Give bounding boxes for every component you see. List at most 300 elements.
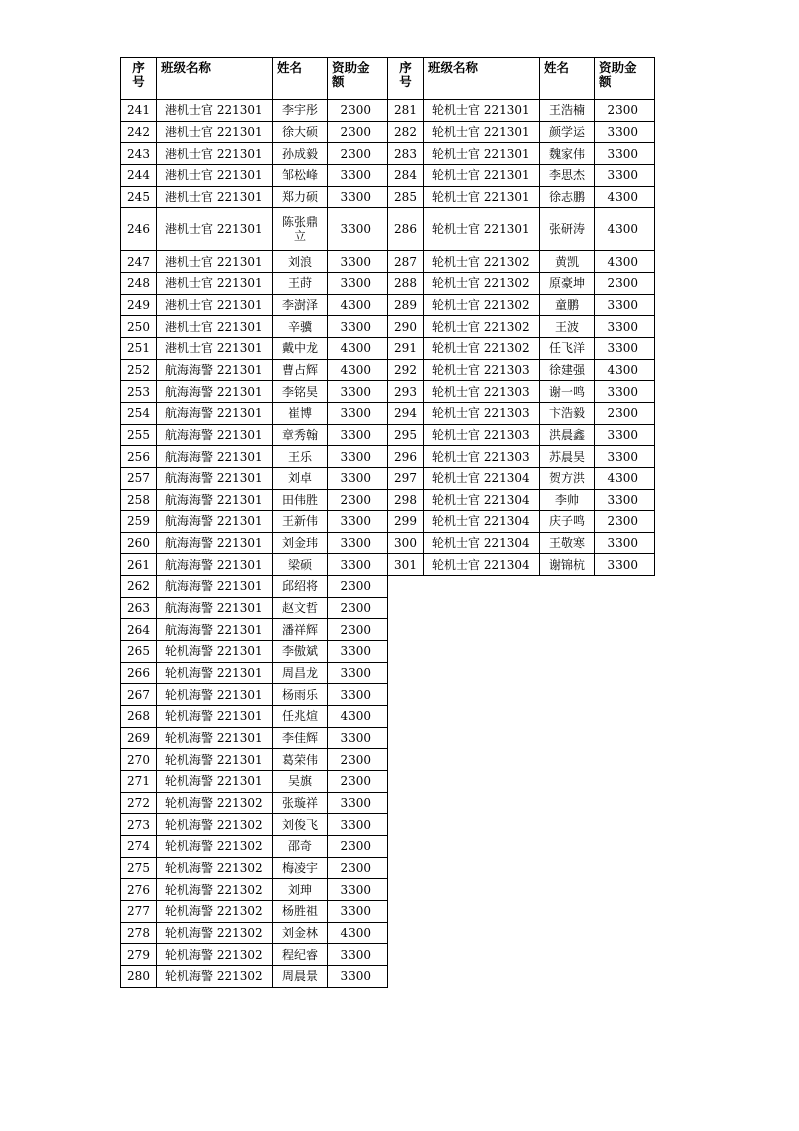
class-name-cell: 港机士官 221301 [157,143,273,165]
table-row [121,272,388,294]
header-seq: 序 号 [388,58,424,100]
student-name-cell: 刘金玮 [273,532,328,554]
student-name-cell: 刘卓 [273,467,328,489]
table-row [121,836,388,858]
table-row [388,316,655,338]
aid-amount-cell: 4300 [595,251,655,273]
row-number: 264 [121,619,157,641]
table-row [388,489,655,511]
table-row [121,316,388,338]
aid-amount-cell: 3300 [328,684,388,706]
row-number: 296 [388,446,424,468]
row-number: 259 [121,511,157,533]
table-row [121,186,388,208]
aid-amount-cell: 3300 [328,272,388,294]
class-name-cell: 轮机士官 221304 [424,532,540,554]
aid-amount-cell: 4300 [595,359,655,381]
row-number: 249 [121,294,157,316]
row-number: 246 [121,208,157,251]
row-number: 284 [388,164,424,186]
aid-amount-cell: 3300 [595,381,655,403]
row-number: 294 [388,402,424,424]
row-number: 292 [388,359,424,381]
table-row [388,121,655,143]
row-number: 241 [121,100,157,122]
table-row [121,511,388,533]
aid-amount-cell: 2300 [595,511,655,533]
class-name-cell: 轮机士官 221302 [424,337,540,359]
table-row [121,164,388,186]
student-name-cell: 邹松峰 [273,164,328,186]
class-name-cell: 轮机海警 221302 [157,900,273,922]
row-number: 265 [121,641,157,663]
class-name-cell: 港机士官 221301 [157,164,273,186]
class-name-cell: 轮机海警 221301 [157,684,273,706]
student-name-cell: 刘珅 [273,879,328,901]
table-row [121,576,388,598]
class-name-cell: 港机士官 221301 [157,272,273,294]
student-name-cell: 吴旗 [273,771,328,793]
student-name-cell: 庆子鸣 [540,511,595,533]
table-row [121,857,388,879]
table-row [121,446,388,468]
student-name-cell: 周昌龙 [273,662,328,684]
aid-amount-cell: 4300 [328,359,388,381]
aid-amount-cell: 3300 [328,424,388,446]
class-name-cell: 航海海警 221301 [157,402,273,424]
table-row [388,186,655,208]
student-name-cell: 程纪睿 [273,944,328,966]
row-number: 261 [121,554,157,576]
table-row [121,294,388,316]
class-name-cell: 轮机士官 221304 [424,511,540,533]
aid-amount-cell: 3300 [328,381,388,403]
row-number: 293 [388,381,424,403]
row-number: 279 [121,944,157,966]
student-name-cell: 曹占辉 [273,359,328,381]
row-number: 282 [388,121,424,143]
student-name-cell: 任飞洋 [540,337,595,359]
aid-amount-cell: 3300 [328,446,388,468]
aid-amount-cell: 3300 [328,251,388,273]
table-row [388,467,655,489]
table-row [388,446,655,468]
student-name-cell: 王波 [540,316,595,338]
row-number: 262 [121,576,157,598]
class-name-cell: 轮机士官 221303 [424,446,540,468]
row-number: 291 [388,337,424,359]
row-number: 298 [388,489,424,511]
class-name-cell: 轮机士官 221304 [424,554,540,576]
table-row [121,381,388,403]
student-name-cell: 洪晨鑫 [540,424,595,446]
row-number: 272 [121,792,157,814]
class-name-cell: 航海海警 221301 [157,381,273,403]
class-name-cell: 航海海警 221301 [157,359,273,381]
table-row [121,792,388,814]
class-name-cell: 航海海警 221301 [157,532,273,554]
student-name-cell: 王浩楠 [540,100,595,122]
table-row [121,402,388,424]
class-name-cell: 港机士官 221301 [157,337,273,359]
row-number: 301 [388,554,424,576]
student-name-cell: 刘浪 [273,251,328,273]
student-name-cell: 李傲斌 [273,641,328,663]
row-number: 253 [121,381,157,403]
student-name-cell: 徐大硕 [273,121,328,143]
class-name-cell: 轮机士官 221302 [424,294,540,316]
class-name-cell: 轮机士官 221301 [424,164,540,186]
table-row [121,944,388,966]
aid-table-left [120,57,388,988]
class-name-cell: 轮机海警 221302 [157,879,273,901]
row-number: 275 [121,857,157,879]
table-row [121,251,388,273]
class-name-cell: 轮机海警 221302 [157,965,273,987]
row-number: 286 [388,208,424,251]
aid-amount-cell: 2300 [328,489,388,511]
aid-amount-cell: 2300 [595,100,655,122]
row-number: 281 [388,100,424,122]
aid-amount-cell: 3300 [328,879,388,901]
student-name-cell: 黄凯 [540,251,595,273]
table-row [121,727,388,749]
row-number: 258 [121,489,157,511]
class-name-cell: 轮机士官 221302 [424,272,540,294]
table-row [388,554,655,576]
table-row [121,143,388,165]
class-name-cell: 轮机士官 221301 [424,186,540,208]
aid-amount-cell: 2300 [328,771,388,793]
table-row [388,359,655,381]
aid-amount-cell: 3300 [328,467,388,489]
aid-table-right [387,57,655,576]
row-number: 252 [121,359,157,381]
aid-amount-cell: 4300 [595,467,655,489]
aid-amount-cell: 3300 [595,143,655,165]
student-name-cell: 原豪坤 [540,272,595,294]
aid-amount-cell: 3300 [328,727,388,749]
row-number: 257 [121,467,157,489]
student-name-cell: 潘祥辉 [273,619,328,641]
student-name-cell: 王莳 [273,272,328,294]
table-row [121,121,388,143]
aid-amount-cell: 3300 [328,814,388,836]
row-number: 243 [121,143,157,165]
aid-amount-cell: 3300 [328,792,388,814]
class-name-cell: 港机士官 221301 [157,251,273,273]
student-name-cell: 李思杰 [540,164,595,186]
student-name-cell: 赵文哲 [273,597,328,619]
aid-amount-cell: 2300 [595,402,655,424]
aid-amount-cell: 2300 [328,619,388,641]
row-number: 290 [388,316,424,338]
student-name-cell: 谢锦杭 [540,554,595,576]
class-name-cell: 航海海警 221301 [157,554,273,576]
student-name-cell: 王乐 [273,446,328,468]
class-name-cell: 轮机士官 221301 [424,121,540,143]
header-seq: 序 号 [121,58,157,100]
row-number: 271 [121,771,157,793]
aid-amount-cell: 4300 [328,706,388,728]
aid-amount-cell: 2300 [328,121,388,143]
aid-amount-cell: 3300 [595,532,655,554]
aid-amount-cell: 3300 [328,900,388,922]
row-number: 276 [121,879,157,901]
row-number: 266 [121,662,157,684]
table-row [121,100,388,122]
row-number: 256 [121,446,157,468]
table-row [121,965,388,987]
table-row [388,532,655,554]
aid-amount-cell: 3300 [328,208,388,251]
row-number: 250 [121,316,157,338]
student-name-cell: 崔博 [273,402,328,424]
class-name-cell: 轮机士官 221303 [424,424,540,446]
class-name-cell: 轮机士官 221304 [424,489,540,511]
class-name-cell: 轮机士官 221301 [424,208,540,251]
student-name-cell: 徐建强 [540,359,595,381]
aid-amount-cell: 3300 [328,944,388,966]
aid-amount-cell: 3300 [595,316,655,338]
aid-amount-cell: 2300 [595,272,655,294]
table-row [121,619,388,641]
student-name-cell: 徐志鹏 [540,186,595,208]
aid-amount-cell: 2300 [328,143,388,165]
student-name-cell: 魏家伟 [540,143,595,165]
class-name-cell: 轮机海警 221302 [157,857,273,879]
table-header-row [388,58,655,100]
student-name-cell: 杨雨乐 [273,684,328,706]
table-row [388,424,655,446]
row-number: 247 [121,251,157,273]
student-name-cell: 王敬寒 [540,532,595,554]
aid-amount-cell: 3300 [595,121,655,143]
student-name-cell: 卞浩毅 [540,402,595,424]
student-name-cell: 刘金林 [273,922,328,944]
table-row [121,771,388,793]
header-class-name: 班级名称 [157,58,273,100]
class-name-cell: 港机士官 221301 [157,316,273,338]
aid-amount-cell: 3300 [328,532,388,554]
row-number: 269 [121,727,157,749]
table-row [388,143,655,165]
student-name-cell: 章秀翰 [273,424,328,446]
class-name-cell: 港机士官 221301 [157,208,273,251]
row-number: 273 [121,814,157,836]
student-name-cell: 梅凌宇 [273,857,328,879]
class-name-cell: 航海海警 221301 [157,424,273,446]
student-name-cell: 李帅 [540,489,595,511]
aid-amount-cell: 3300 [328,511,388,533]
class-name-cell: 轮机士官 221303 [424,359,540,381]
aid-amount-cell: 3300 [595,446,655,468]
row-number: 267 [121,684,157,706]
row-number: 263 [121,597,157,619]
student-name-cell: 李佳辉 [273,727,328,749]
student-name-cell: 邱绍将 [273,576,328,598]
row-number: 274 [121,836,157,858]
aid-amount-cell: 4300 [328,337,388,359]
student-name-cell: 童鹏 [540,294,595,316]
class-name-cell: 航海海警 221301 [157,576,273,598]
aid-amount-cell: 2300 [328,597,388,619]
table-row [388,251,655,273]
aid-amount-cell: 2300 [328,836,388,858]
row-number: 270 [121,749,157,771]
class-name-cell: 轮机士官 221303 [424,381,540,403]
header-student-name: 姓名 [273,58,328,100]
header-student-name: 姓名 [540,58,595,100]
class-name-cell: 轮机士官 221302 [424,251,540,273]
class-name-cell: 港机士官 221301 [157,121,273,143]
student-name-cell: 张璇祥 [273,792,328,814]
aid-amount-cell: 3300 [595,164,655,186]
aid-amount-cell: 2300 [328,100,388,122]
aid-amount-cell: 4300 [595,186,655,208]
class-name-cell: 港机士官 221301 [157,100,273,122]
table-row [121,597,388,619]
aid-amount-cell: 3300 [328,662,388,684]
row-number: 268 [121,706,157,728]
student-name-cell: 李铭昊 [273,381,328,403]
row-number: 288 [388,272,424,294]
row-number: 280 [121,965,157,987]
aid-amount-cell: 3300 [595,337,655,359]
table-row [121,337,388,359]
aid-amount-cell: 2300 [328,749,388,771]
header-class-name: 班级名称 [424,58,540,100]
student-name-cell: 邵奇 [273,836,328,858]
table-row [388,272,655,294]
table-row [388,208,655,251]
student-name-cell: 辛骥 [273,316,328,338]
row-number: 245 [121,186,157,208]
table-row [121,706,388,728]
student-name-cell: 孙成毅 [273,143,328,165]
class-name-cell: 轮机海警 221301 [157,662,273,684]
row-number: 260 [121,532,157,554]
student-name-cell: 郑力硕 [273,186,328,208]
class-name-cell: 轮机士官 221304 [424,467,540,489]
class-name-cell: 轮机士官 221301 [424,143,540,165]
class-name-cell: 轮机士官 221301 [424,100,540,122]
row-number: 251 [121,337,157,359]
student-name-cell: 贺方洪 [540,467,595,489]
table-row [121,879,388,901]
table-row [121,749,388,771]
aid-amount-cell: 3300 [595,294,655,316]
header-aid-amount: 资助金 额 [595,58,655,100]
table-row [121,359,388,381]
row-number: 299 [388,511,424,533]
aid-amount-cell: 4300 [328,922,388,944]
table-row [121,641,388,663]
student-name-cell: 田伟胜 [273,489,328,511]
aid-amount-cell: 3300 [328,164,388,186]
class-name-cell: 航海海警 221301 [157,597,273,619]
class-name-cell: 轮机海警 221301 [157,706,273,728]
aid-amount-cell: 2300 [328,576,388,598]
class-name-cell: 轮机海警 221302 [157,814,273,836]
row-number: 278 [121,922,157,944]
class-name-cell: 轮机海警 221302 [157,792,273,814]
table-row [121,900,388,922]
table-row [388,164,655,186]
student-name-cell: 杨胜祖 [273,900,328,922]
student-name-cell: 苏晨昊 [540,446,595,468]
student-name-cell: 李宇彤 [273,100,328,122]
table-row [388,511,655,533]
row-number: 287 [388,251,424,273]
table-row [388,100,655,122]
row-number: 277 [121,900,157,922]
aid-amount-cell: 4300 [328,294,388,316]
student-name-cell: 王新伟 [273,511,328,533]
class-name-cell: 轮机海警 221301 [157,727,273,749]
class-name-cell: 轮机海警 221302 [157,836,273,858]
student-name-cell: 葛荣伟 [273,749,328,771]
class-name-cell: 航海海警 221301 [157,467,273,489]
row-number: 289 [388,294,424,316]
aid-amount-cell: 3300 [328,554,388,576]
row-number: 283 [388,143,424,165]
header-aid-amount: 资助金 额 [328,58,388,100]
aid-amount-cell: 3300 [328,402,388,424]
row-number: 285 [388,186,424,208]
student-name-cell: 张研涛 [540,208,595,251]
table-row [121,424,388,446]
aid-amount-cell: 3300 [595,554,655,576]
aid-amount-cell: 3300 [328,316,388,338]
class-name-cell: 航海海警 221301 [157,511,273,533]
table-row [121,554,388,576]
class-name-cell: 轮机士官 221302 [424,316,540,338]
table-row [388,381,655,403]
class-name-cell: 航海海警 221301 [157,446,273,468]
aid-amount-cell: 3300 [595,424,655,446]
table-row [388,402,655,424]
table-row [121,814,388,836]
class-name-cell: 轮机海警 221301 [157,641,273,663]
class-name-cell: 港机士官 221301 [157,294,273,316]
class-name-cell: 轮机海警 221302 [157,944,273,966]
aid-amount-cell: 3300 [328,641,388,663]
table-header-row [121,58,388,100]
table-row [121,532,388,554]
row-number: 242 [121,121,157,143]
row-number: 254 [121,402,157,424]
student-name-cell: 颜学运 [540,121,595,143]
student-name-cell: 陈张鼎 立 [273,208,328,251]
table-row [121,684,388,706]
row-number: 248 [121,272,157,294]
row-number: 244 [121,164,157,186]
aid-amount-cell: 3300 [328,965,388,987]
aid-amount-cell: 3300 [328,186,388,208]
class-name-cell: 港机士官 221301 [157,186,273,208]
class-name-cell: 轮机海警 221301 [157,771,273,793]
row-number: 255 [121,424,157,446]
class-name-cell: 轮机海警 221301 [157,749,273,771]
table-row [121,662,388,684]
table-row [121,922,388,944]
table-row [388,294,655,316]
aid-amount-cell: 2300 [328,857,388,879]
row-number: 295 [388,424,424,446]
student-name-cell: 周晨景 [273,965,328,987]
student-name-cell: 刘俊飞 [273,814,328,836]
